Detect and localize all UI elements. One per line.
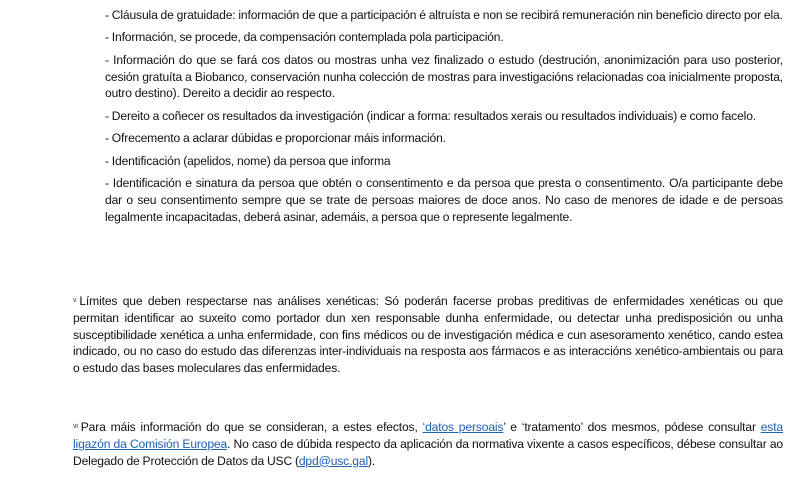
footnote-v-text: Límites que deben respectarse nas análises xenéticas: Só poderán facerse probas preditivas de enfermidades xenéticas ou que permitan identificar ao suxeito como portador dun xen responsable dunha enfermidade, ou detectar unha predisposición ou unha susceptibilidade xenética a unha enfermidade, con fins médicos ou de investigación médica e cun asesoramento xenético, cando estea indicado, ou no caso do estudo das diferenzas inter-individuais na resposta aos fármacos e as interaccións xenético-ambientais ou para o estudo das bases moleculares das enfermidades. [73,294,783,376]
footnote-genetic-analysis-limits [73,293,783,377]
footnote-vi-text-2: ’ e ‘tratamento’ dos mesmos, pódese consultar [503,420,761,434]
list-item-signatures: - Identificación e sinatura da persoa que obtén o consentimento e da persoa que presta o consentimento. O/a participante debe dar o seu consentimento sempre que se trate de persoas maiores de doce anos. No caso de menores de idade e de persoas legalmente incapacitadas, deberá asinar, ademáis, a persoa que o represente legalmente. [105,175,783,224]
list-item-right-to-results: - Dereito a coñecer os resultados da investigación (indicar a forma: resultados xerais ou resultados individuais) e como facelo. [105,108,756,123]
list-item-clarify-doubts: - Ofrecemento a aclarar dúbidas e proporcionar máis información. [105,131,446,146]
footnote-vi-text-3: . No caso de dúbida respecto da aplicación da normativa vixente a casos específicos, débese consultar ao Delegado de Protección de Datos da USC ( [73,436,783,468]
footnote-vi-text-4: ). [367,453,376,468]
list-item-informer-identification: - Identificación (apelidos, nome) da persoa que informa [105,153,391,168]
dpd-email-link[interactable]: dpd@usc.gal [298,453,368,468]
consent-requirements-list [105,7,783,231]
list-item-compensation: - Información, se procede, da compensación contemplada pola participación. [105,30,504,45]
european-commission-link[interactable]: esta ligazón da Comisión Europea [73,420,783,451]
list-item-data-destination: - Información do que se fará cos datos ou mostras unha vez finalizado o estudo (destrución, anonimización para uso posterior, cesión gratuíta a Biobanco, conservación nunha colección de mostras para investigacións relacionadas coa inicialmente proposta, outro destino). Dereito a decidir ao respecto. [105,52,783,101]
footnote-marker-v: v [73,297,77,304]
list-item-gratuity-clause: - Cláusula de gratuidade: información de que a participación é altruísta e non se recibirá remuneración nin beneficio directo por ela. [105,8,783,22]
footnote-vi-text-1: Para máis información do que se consideran, a estes efectos, [80,420,423,434]
footnote-personal-data-info [73,419,783,469]
footnote-marker-vi: vi [73,423,78,430]
personal-data-link[interactable]: ‘datos persoais [422,420,504,434]
